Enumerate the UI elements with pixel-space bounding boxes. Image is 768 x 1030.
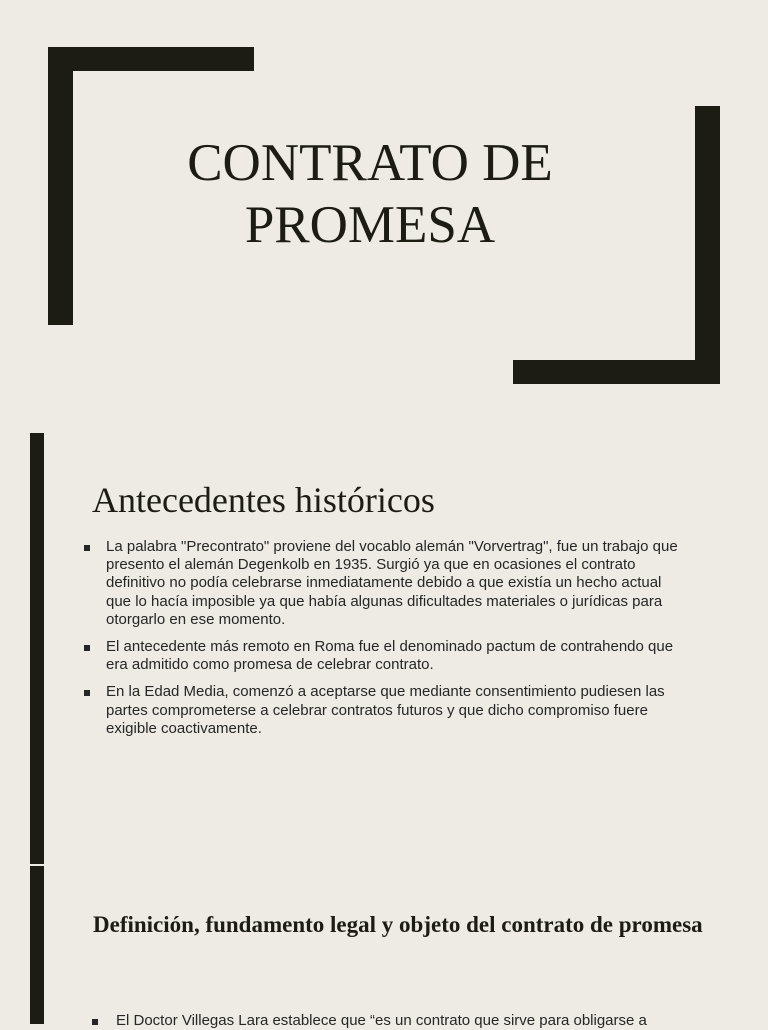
frame-top-left-vertical — [48, 47, 73, 325]
slide-accent-bar — [30, 433, 44, 1024]
list-item — [84, 683, 684, 738]
frame-top-left-horizontal — [48, 47, 254, 71]
list-item — [84, 538, 684, 629]
title-line-1: CONTRATO DE — [187, 134, 553, 192]
bullet-text: En la Edad Media, comenzó a aceptarse que mediante consentimiento pudiesen las partes comprometerse a celebrar contratos futuros y que dicho compromiso fuere exigible coactivamente. — [106, 683, 665, 737]
square-bullet-icon — [84, 690, 90, 696]
list-item — [84, 638, 684, 674]
list-item — [92, 1012, 712, 1030]
frame-bottom-right-vertical — [695, 106, 720, 384]
bullet-text: La palabra "Precontrato" proviene del vocablo alemán "Vorvertrag", fue un trabajo que presento el alemán Degenkolb en 1935. Surgió ya que en ocasiones el contrato definitivo no podía celebrarse inmediatamente debido a que existía un hecho actual que lo hacía imposible ya que había algunas dificultades materiales o jurídicas para otorgarlo en ese momento. — [106, 538, 678, 628]
frame-bottom-right-horizontal — [513, 360, 720, 384]
history-bullet-list — [84, 538, 684, 747]
bullet-text: El Doctor Villegas Lara establece que “es un contrato que sirve para obligarse a — [116, 1012, 647, 1029]
square-bullet-icon — [92, 1019, 98, 1025]
square-bullet-icon — [84, 645, 90, 651]
history-heading: Antecedentes históricos — [92, 480, 435, 520]
title-line-2: PROMESA — [244, 196, 496, 254]
page-title — [110, 132, 630, 256]
square-bullet-icon — [84, 545, 90, 551]
definition-heading: Definición, fundamento legal y objeto del contrato de promesa — [93, 912, 703, 937]
slide-divider — [30, 864, 44, 866]
bullet-text: El antecedente más remoto en Roma fue el denominado pactum de contrahendo que era admitido como promesa de celebrar contrato. — [106, 638, 674, 674]
